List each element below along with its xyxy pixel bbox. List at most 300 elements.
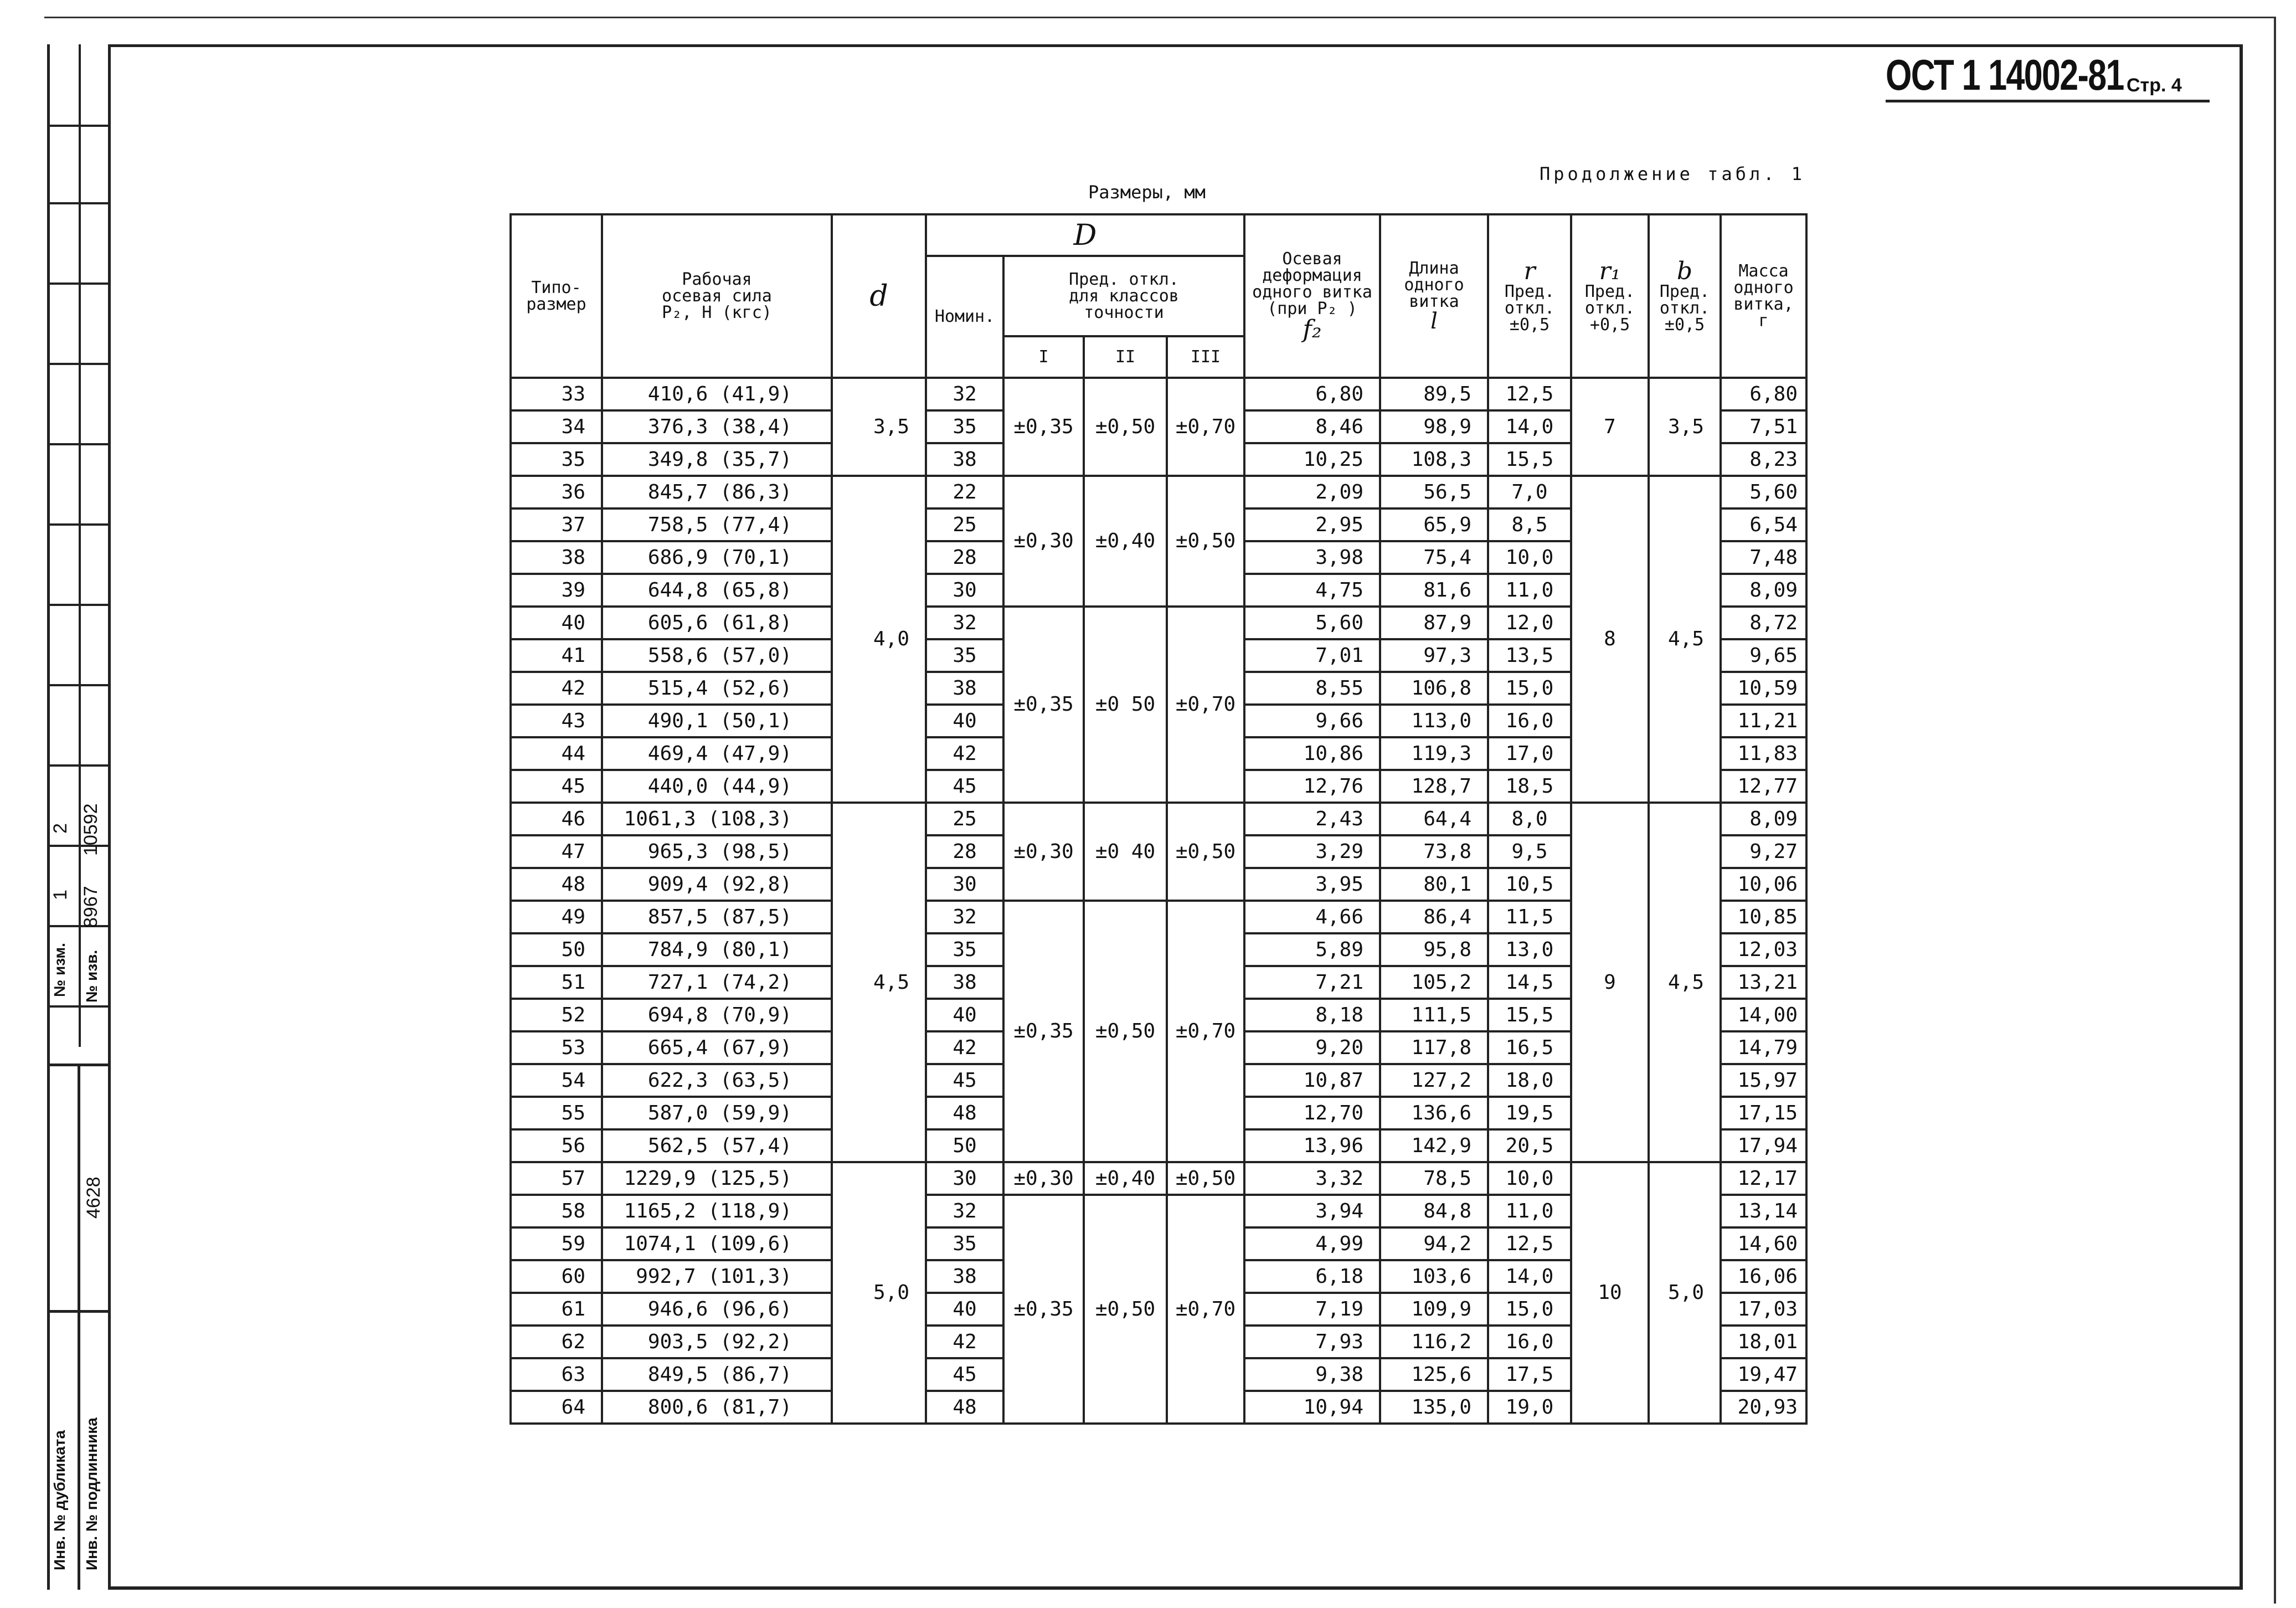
inventory-number: 4628: [83, 1177, 104, 1219]
duplicate-inv-label: Инв. № дубликата: [51, 1430, 68, 1570]
cell-type-size: 44: [511, 737, 602, 770]
cell-r1: 7: [1571, 378, 1649, 476]
cell-r: 7,0: [1488, 476, 1571, 508]
cell-force: 349,8 (35,7): [602, 443, 832, 476]
cell-deformation: 10,94: [1244, 1391, 1380, 1424]
cell-tol-class-2: ±0,50: [1084, 1195, 1167, 1424]
col-r: [1488, 214, 1571, 378]
cell-length: 119,3: [1380, 737, 1488, 770]
cell-type-size: 58: [511, 1195, 602, 1227]
cell-type-size: 39: [511, 574, 602, 607]
cell-deformation: 3,98: [1244, 541, 1380, 574]
cell-length: 106,8: [1380, 672, 1488, 705]
cell-force: 376,3 (38,4): [602, 410, 832, 443]
cell-r: 9,5: [1488, 835, 1571, 868]
cell-r: 16,0: [1488, 1326, 1571, 1358]
col-type-size: Типо- размер: [511, 214, 602, 378]
cell-deformation: 8,46: [1244, 410, 1380, 443]
cell-r1: 10: [1571, 1162, 1649, 1424]
table-body: [511, 378, 1806, 1424]
cell-force: 857,5 (87,5): [602, 901, 832, 933]
cell-force: 665,4 (67,9): [602, 1031, 832, 1064]
cell-force: 644,8 (65,8): [602, 574, 832, 607]
cell-r: 11,0: [1488, 1195, 1571, 1227]
cell-r: 20,5: [1488, 1129, 1571, 1162]
cell-D-nominal: 50: [926, 1129, 1003, 1162]
cell-d: 5,0: [832, 1162, 926, 1424]
cell-type-size: 63: [511, 1358, 602, 1391]
cell-force: 562,5 (57,4): [602, 1129, 832, 1162]
cell-deformation: 7,93: [1244, 1326, 1380, 1358]
cell-D-nominal: 35: [926, 933, 1003, 966]
cell-deformation: 2,95: [1244, 508, 1380, 541]
cell-type-size: 59: [511, 1227, 602, 1260]
cell-deformation: 6,80: [1244, 378, 1380, 410]
cell-mass: 12,03: [1721, 933, 1806, 966]
cell-mass: 6,80: [1721, 378, 1806, 410]
doc-number-1: 8967: [80, 886, 101, 928]
cell-deformation: 13,96: [1244, 1129, 1380, 1162]
cell-mass: 10,59: [1721, 672, 1806, 705]
cell-r: 18,5: [1488, 770, 1571, 803]
deformation-label: Осевая деформация одного витка (при P₂ ): [1252, 249, 1372, 318]
cell-type-size: 47: [511, 835, 602, 868]
cell-D-nominal: 35: [926, 410, 1003, 443]
cell-type-size: 43: [511, 705, 602, 737]
dimensions-label: Размеры, мм: [1088, 182, 1206, 203]
standard-code: ОСТ 1 14002-81: [1886, 50, 2124, 99]
cell-mass: 10,85: [1721, 901, 1806, 933]
cell-mass: 18,01: [1721, 1326, 1806, 1358]
cell-tol-class-1: ±0,35: [1003, 901, 1084, 1162]
cell-type-size: 62: [511, 1326, 602, 1358]
cell-length: 128,7: [1380, 770, 1488, 803]
cell-D-nominal: 42: [926, 737, 1003, 770]
cell-mass: 13,14: [1721, 1195, 1806, 1227]
cell-deformation: 5,60: [1244, 607, 1380, 639]
cell-force: 965,3 (98,5): [602, 835, 832, 868]
cell-type-size: 42: [511, 672, 602, 705]
cell-mass: 15,97: [1721, 1064, 1806, 1097]
cell-length: 127,2: [1380, 1064, 1488, 1097]
cell-D-nominal: 28: [926, 835, 1003, 868]
spring-dimensions-table: [509, 213, 1808, 1425]
r-tolerance-label: Пред. откл. ±0,5: [1504, 281, 1555, 335]
cell-r: 13,0: [1488, 933, 1571, 966]
cell-r: 17,5: [1488, 1358, 1571, 1391]
cell-force: 587,0 (59,9): [602, 1097, 832, 1129]
cell-type-size: 50: [511, 933, 602, 966]
cell-D-nominal: 32: [926, 901, 1003, 933]
cell-r: 15,0: [1488, 672, 1571, 705]
cell-r: 19,5: [1488, 1097, 1571, 1129]
cell-length: 78,5: [1380, 1162, 1488, 1195]
cell-length: 65,9: [1380, 508, 1488, 541]
cell-r: 15,0: [1488, 1293, 1571, 1326]
cell-tol-class-3: ±0,70: [1167, 1195, 1244, 1424]
d-symbol: d: [869, 279, 888, 313]
cell-deformation: 9,38: [1244, 1358, 1380, 1391]
cell-r: 17,0: [1488, 737, 1571, 770]
cell-tol-class-1: ±0,35: [1003, 1195, 1084, 1424]
col-D: [926, 214, 1244, 256]
col-D-nominal: Номин.: [926, 256, 1003, 378]
cell-length: 116,2: [1380, 1326, 1488, 1358]
cell-D-nominal: 42: [926, 1326, 1003, 1358]
cell-mass: 11,83: [1721, 737, 1806, 770]
cell-D-nominal: 30: [926, 868, 1003, 901]
cell-force: 440,0 (44,9): [602, 770, 832, 803]
cell-deformation: 4,66: [1244, 901, 1380, 933]
cell-D-nominal: 40: [926, 1293, 1003, 1326]
cell-length: 111,5: [1380, 999, 1488, 1031]
change-no-label: № изм.: [51, 943, 68, 997]
cell-force: 903,5 (92,2): [602, 1326, 832, 1358]
cell-D-nominal: 45: [926, 1358, 1003, 1391]
cell-type-size: 33: [511, 378, 602, 410]
cell-mass: 6,54: [1721, 508, 1806, 541]
cell-deformation: 3,29: [1244, 835, 1380, 868]
cell-deformation: 12,70: [1244, 1097, 1380, 1129]
strip-line: [47, 202, 111, 204]
cell-force: 909,4 (92,8): [602, 868, 832, 901]
cell-type-size: 35: [511, 443, 602, 476]
cell-r: 10,5: [1488, 868, 1571, 901]
cell-tol-class-3: ±0,70: [1167, 901, 1244, 1162]
cell-mass: 14,60: [1721, 1227, 1806, 1260]
cell-D-nominal: 32: [926, 607, 1003, 639]
cell-length: 113,0: [1380, 705, 1488, 737]
cell-D-nominal: 30: [926, 574, 1003, 607]
cell-r: 13,5: [1488, 639, 1571, 672]
cell-r: 11,5: [1488, 901, 1571, 933]
cell-type-size: 60: [511, 1260, 602, 1293]
cell-length: 95,8: [1380, 933, 1488, 966]
cell-D-nominal: 22: [926, 476, 1003, 508]
cell-length: 86,4: [1380, 901, 1488, 933]
table-row: [511, 1162, 1806, 1195]
cell-deformation: 10,25: [1244, 443, 1380, 476]
cell-mass: 9,65: [1721, 639, 1806, 672]
cell-mass: 11,21: [1721, 705, 1806, 737]
cell-r: 16,0: [1488, 705, 1571, 737]
cell-length: 97,3: [1380, 639, 1488, 672]
cell-deformation: 3,94: [1244, 1195, 1380, 1227]
cell-d: 4,0: [832, 476, 926, 803]
cell-r: 12,0: [1488, 607, 1571, 639]
cell-length: 117,8: [1380, 1031, 1488, 1064]
cell-type-size: 34: [511, 410, 602, 443]
cell-D-nominal: 45: [926, 1064, 1003, 1097]
strip-line: [47, 363, 111, 365]
cell-D-nominal: 25: [926, 508, 1003, 541]
cell-force: 845,7 (86,3): [602, 476, 832, 508]
strip-line: [47, 1005, 111, 1008]
cell-type-size: 37: [511, 508, 602, 541]
cell-D-nominal: 32: [926, 378, 1003, 410]
cell-force: 1074,1 (109,6): [602, 1227, 832, 1260]
cell-length: 135,0: [1380, 1391, 1488, 1424]
cell-mass: 20,93: [1721, 1391, 1806, 1424]
strip-line: [47, 282, 111, 285]
cell-D-nominal: 30: [926, 1162, 1003, 1195]
r1-tolerance-label: Пред. откл. +0,5: [1584, 281, 1635, 335]
cell-mass: 14,00: [1721, 999, 1806, 1031]
cell-b: 4,5: [1649, 476, 1721, 803]
col-d: [832, 214, 926, 378]
strip-line: [47, 684, 111, 686]
cell-D-nominal: 28: [926, 541, 1003, 574]
cell-deformation: 5,89: [1244, 933, 1380, 966]
cell-force: 605,6 (61,8): [602, 607, 832, 639]
cell-tol-class-3: ±0,50: [1167, 476, 1244, 607]
cell-deformation: 3,32: [1244, 1162, 1380, 1195]
cell-D-nominal: 38: [926, 966, 1003, 999]
cell-type-size: 64: [511, 1391, 602, 1424]
cell-tol-class-3: ±0,50: [1167, 1162, 1244, 1195]
cell-length: 94,2: [1380, 1227, 1488, 1260]
cell-mass: 8,09: [1721, 803, 1806, 835]
cell-type-size: 55: [511, 1097, 602, 1129]
cell-r: 14,0: [1488, 1260, 1571, 1293]
cell-mass: 5,60: [1721, 476, 1806, 508]
cell-force: 758,5 (77,4): [602, 508, 832, 541]
cell-length: 109,9: [1380, 1293, 1488, 1326]
cell-mass: 8,09: [1721, 574, 1806, 607]
cell-tol-class-2: ±0,40: [1084, 476, 1167, 607]
cell-b: 4,5: [1649, 803, 1721, 1162]
cell-force: 849,5 (86,7): [602, 1358, 832, 1391]
col-length: [1380, 214, 1488, 378]
cell-force: 1165,2 (118,9): [602, 1195, 832, 1227]
cell-mass: 17,94: [1721, 1129, 1806, 1162]
b-tolerance-label: Пред. откл. ±0,5: [1659, 281, 1710, 335]
cell-r: 18,0: [1488, 1064, 1571, 1097]
continuation-label: Продолжение табл. 1: [1540, 163, 1806, 184]
cell-deformation: 8,18: [1244, 999, 1380, 1031]
cell-mass: 8,23: [1721, 443, 1806, 476]
cell-tol-class-2: ±0 50: [1084, 607, 1167, 803]
cell-r1: 9: [1571, 803, 1649, 1162]
cell-deformation: 9,66: [1244, 705, 1380, 737]
cell-type-size: 46: [511, 803, 602, 835]
cell-D-nominal: 38: [926, 443, 1003, 476]
cell-deformation: 10,87: [1244, 1064, 1380, 1097]
cell-deformation: 9,20: [1244, 1031, 1380, 1064]
cell-mass: 8,72: [1721, 607, 1806, 639]
cell-force: 694,8 (70,9): [602, 999, 832, 1031]
strip-lower-divider: [78, 1064, 80, 1590]
cell-deformation: 10,86: [1244, 737, 1380, 770]
cell-force: 515,4 (52,6): [602, 672, 832, 705]
cell-r: 16,5: [1488, 1031, 1571, 1064]
cell-force: 410,6 (41,9): [602, 378, 832, 410]
cell-length: 73,8: [1380, 835, 1488, 868]
cell-r1: 8: [1571, 476, 1649, 803]
change-number-2: 2: [50, 823, 71, 834]
cell-deformation: 3,95: [1244, 868, 1380, 901]
table-row: [511, 803, 1806, 835]
cell-type-size: 61: [511, 1293, 602, 1326]
doc-no-label: № изв.: [83, 949, 100, 1003]
cell-force: 800,6 (81,7): [602, 1391, 832, 1424]
cell-b: 3,5: [1649, 378, 1721, 476]
cell-r: 19,0: [1488, 1391, 1571, 1424]
cell-mass: 17,03: [1721, 1293, 1806, 1326]
cell-tol-class-3: ±0,50: [1167, 803, 1244, 901]
cell-tol-class-3: ±0,70: [1167, 378, 1244, 476]
cell-length: 98,9: [1380, 410, 1488, 443]
page-label: Стр. 4: [2127, 75, 2182, 96]
cell-type-size: 52: [511, 999, 602, 1031]
cell-length: 89,5: [1380, 378, 1488, 410]
col-class-1: I: [1003, 336, 1084, 378]
cell-deformation: 7,01: [1244, 639, 1380, 672]
col-class-2: II: [1084, 336, 1167, 378]
cell-D-nominal: 48: [926, 1391, 1003, 1424]
cell-r: 14,0: [1488, 410, 1571, 443]
cell-mass: 19,47: [1721, 1358, 1806, 1391]
cell-r: 8,5: [1488, 508, 1571, 541]
cell-tol-class-1: ±0,35: [1003, 607, 1084, 803]
cell-type-size: 57: [511, 1162, 602, 1195]
cell-D-nominal: 25: [926, 803, 1003, 835]
cell-r: 14,5: [1488, 966, 1571, 999]
cell-length: 87,9: [1380, 607, 1488, 639]
cell-length: 103,6: [1380, 1260, 1488, 1293]
cell-force: 490,1 (50,1): [602, 705, 832, 737]
cell-deformation: 2,09: [1244, 476, 1380, 508]
col-force: Рабочая осевая сила P₂, Н (кгс): [602, 214, 832, 378]
cell-deformation: 12,76: [1244, 770, 1380, 803]
cell-r: 10,0: [1488, 1162, 1571, 1195]
b-symbol: b: [1676, 256, 1693, 285]
cell-r: 11,0: [1488, 574, 1571, 607]
cell-length: 75,4: [1380, 541, 1488, 574]
cell-mass: 13,21: [1721, 966, 1806, 999]
cell-type-size: 49: [511, 901, 602, 933]
cell-r: 8,0: [1488, 803, 1571, 835]
cell-tol-class-1: ±0,30: [1003, 803, 1084, 901]
cell-length: 105,2: [1380, 966, 1488, 999]
cell-type-size: 41: [511, 639, 602, 672]
cell-type-size: 53: [511, 1031, 602, 1064]
cell-mass: 17,15: [1721, 1097, 1806, 1129]
cell-tol-class-2: ±0,50: [1084, 901, 1167, 1162]
strip-line: [47, 523, 111, 526]
original-inv-label: Инв. № подлинника: [83, 1417, 100, 1570]
cell-mass: 14,79: [1721, 1031, 1806, 1064]
cell-r: 12,5: [1488, 1227, 1571, 1260]
cell-r: 15,5: [1488, 999, 1571, 1031]
cell-length: 81,6: [1380, 574, 1488, 607]
r1-symbol: r₁: [1599, 256, 1621, 285]
cell-d: 4,5: [832, 803, 926, 1162]
cell-force: 1229,9 (125,5): [602, 1162, 832, 1195]
cell-tol-class-3: ±0,70: [1167, 607, 1244, 803]
cell-length: 142,9: [1380, 1129, 1488, 1162]
cell-force: 992,7 (101,3): [602, 1260, 832, 1293]
strip-line: [47, 443, 111, 445]
cell-length: 56,5: [1380, 476, 1488, 508]
cell-type-size: 48: [511, 868, 602, 901]
cell-type-size: 45: [511, 770, 602, 803]
cell-mass: 7,51: [1721, 410, 1806, 443]
col-b: [1649, 214, 1721, 378]
cell-tol-class-2: ±0,50: [1084, 378, 1167, 476]
cell-type-size: 56: [511, 1129, 602, 1162]
cell-deformation: 8,55: [1244, 672, 1380, 705]
cell-tol-class-1: ±0,30: [1003, 476, 1084, 607]
col-D-tolerance: Пред. откл. для классов точности: [1003, 256, 1244, 336]
doc-number-2: 10592: [80, 803, 101, 856]
cell-D-nominal: 35: [926, 1227, 1003, 1260]
cell-length: 136,6: [1380, 1097, 1488, 1129]
cell-mass: 10,06: [1721, 868, 1806, 901]
cell-D-nominal: 48: [926, 1097, 1003, 1129]
cell-D-nominal: 42: [926, 1031, 1003, 1064]
cell-mass: 12,77: [1721, 770, 1806, 803]
cell-tol-class-2: ±0 40: [1084, 803, 1167, 901]
cell-mass: 9,27: [1721, 835, 1806, 868]
table-row: [511, 476, 1806, 508]
strip-line: [47, 764, 111, 767]
cell-D-nominal: 45: [926, 770, 1003, 803]
cell-tol-class-1: ±0,35: [1003, 378, 1084, 476]
cell-length: 80,1: [1380, 868, 1488, 901]
cell-b: 5,0: [1649, 1162, 1721, 1424]
cell-D-nominal: 40: [926, 705, 1003, 737]
cell-length: 108,3: [1380, 443, 1488, 476]
cell-D-nominal: 38: [926, 672, 1003, 705]
cell-force: 784,9 (80,1): [602, 933, 832, 966]
cell-d: 3,5: [832, 378, 926, 476]
length-symbol: l: [1430, 308, 1438, 334]
cell-type-size: 36: [511, 476, 602, 508]
col-class-3: III: [1167, 336, 1244, 378]
table-row: [511, 378, 1806, 410]
cell-force: 469,4 (47,9): [602, 737, 832, 770]
cell-deformation: 7,19: [1244, 1293, 1380, 1326]
cell-deformation: 7,21: [1244, 966, 1380, 999]
cell-deformation: 4,99: [1244, 1227, 1380, 1260]
cell-D-nominal: 40: [926, 999, 1003, 1031]
cell-type-size: 51: [511, 966, 602, 999]
col-deformation: [1244, 214, 1380, 378]
cell-D-nominal: 32: [926, 1195, 1003, 1227]
strip-line: [47, 604, 111, 606]
cell-deformation: 4,75: [1244, 574, 1380, 607]
cell-length: 125,6: [1380, 1358, 1488, 1391]
cell-force: 727,1 (74,2): [602, 966, 832, 999]
col-r1: [1571, 214, 1649, 378]
cell-D-nominal: 38: [926, 1260, 1003, 1293]
D-symbol: D: [1073, 218, 1097, 252]
cell-r: 10,0: [1488, 541, 1571, 574]
cell-deformation: 2,43: [1244, 803, 1380, 835]
cell-force: 558,6 (57,0): [602, 639, 832, 672]
change-number-1: 1: [50, 890, 71, 900]
cell-force: 946,6 (96,6): [602, 1293, 832, 1326]
cell-force: 686,9 (70,1): [602, 541, 832, 574]
cell-tol-class-2: ±0,40: [1084, 1162, 1167, 1195]
col-mass: Масса одного витка, г: [1721, 214, 1806, 378]
cell-type-size: 54: [511, 1064, 602, 1097]
cell-tol-class-1: ±0,30: [1003, 1162, 1084, 1195]
header-underline: [1886, 100, 2210, 102]
deformation-symbol: f₂: [1303, 315, 1322, 343]
cell-r: 15,5: [1488, 443, 1571, 476]
